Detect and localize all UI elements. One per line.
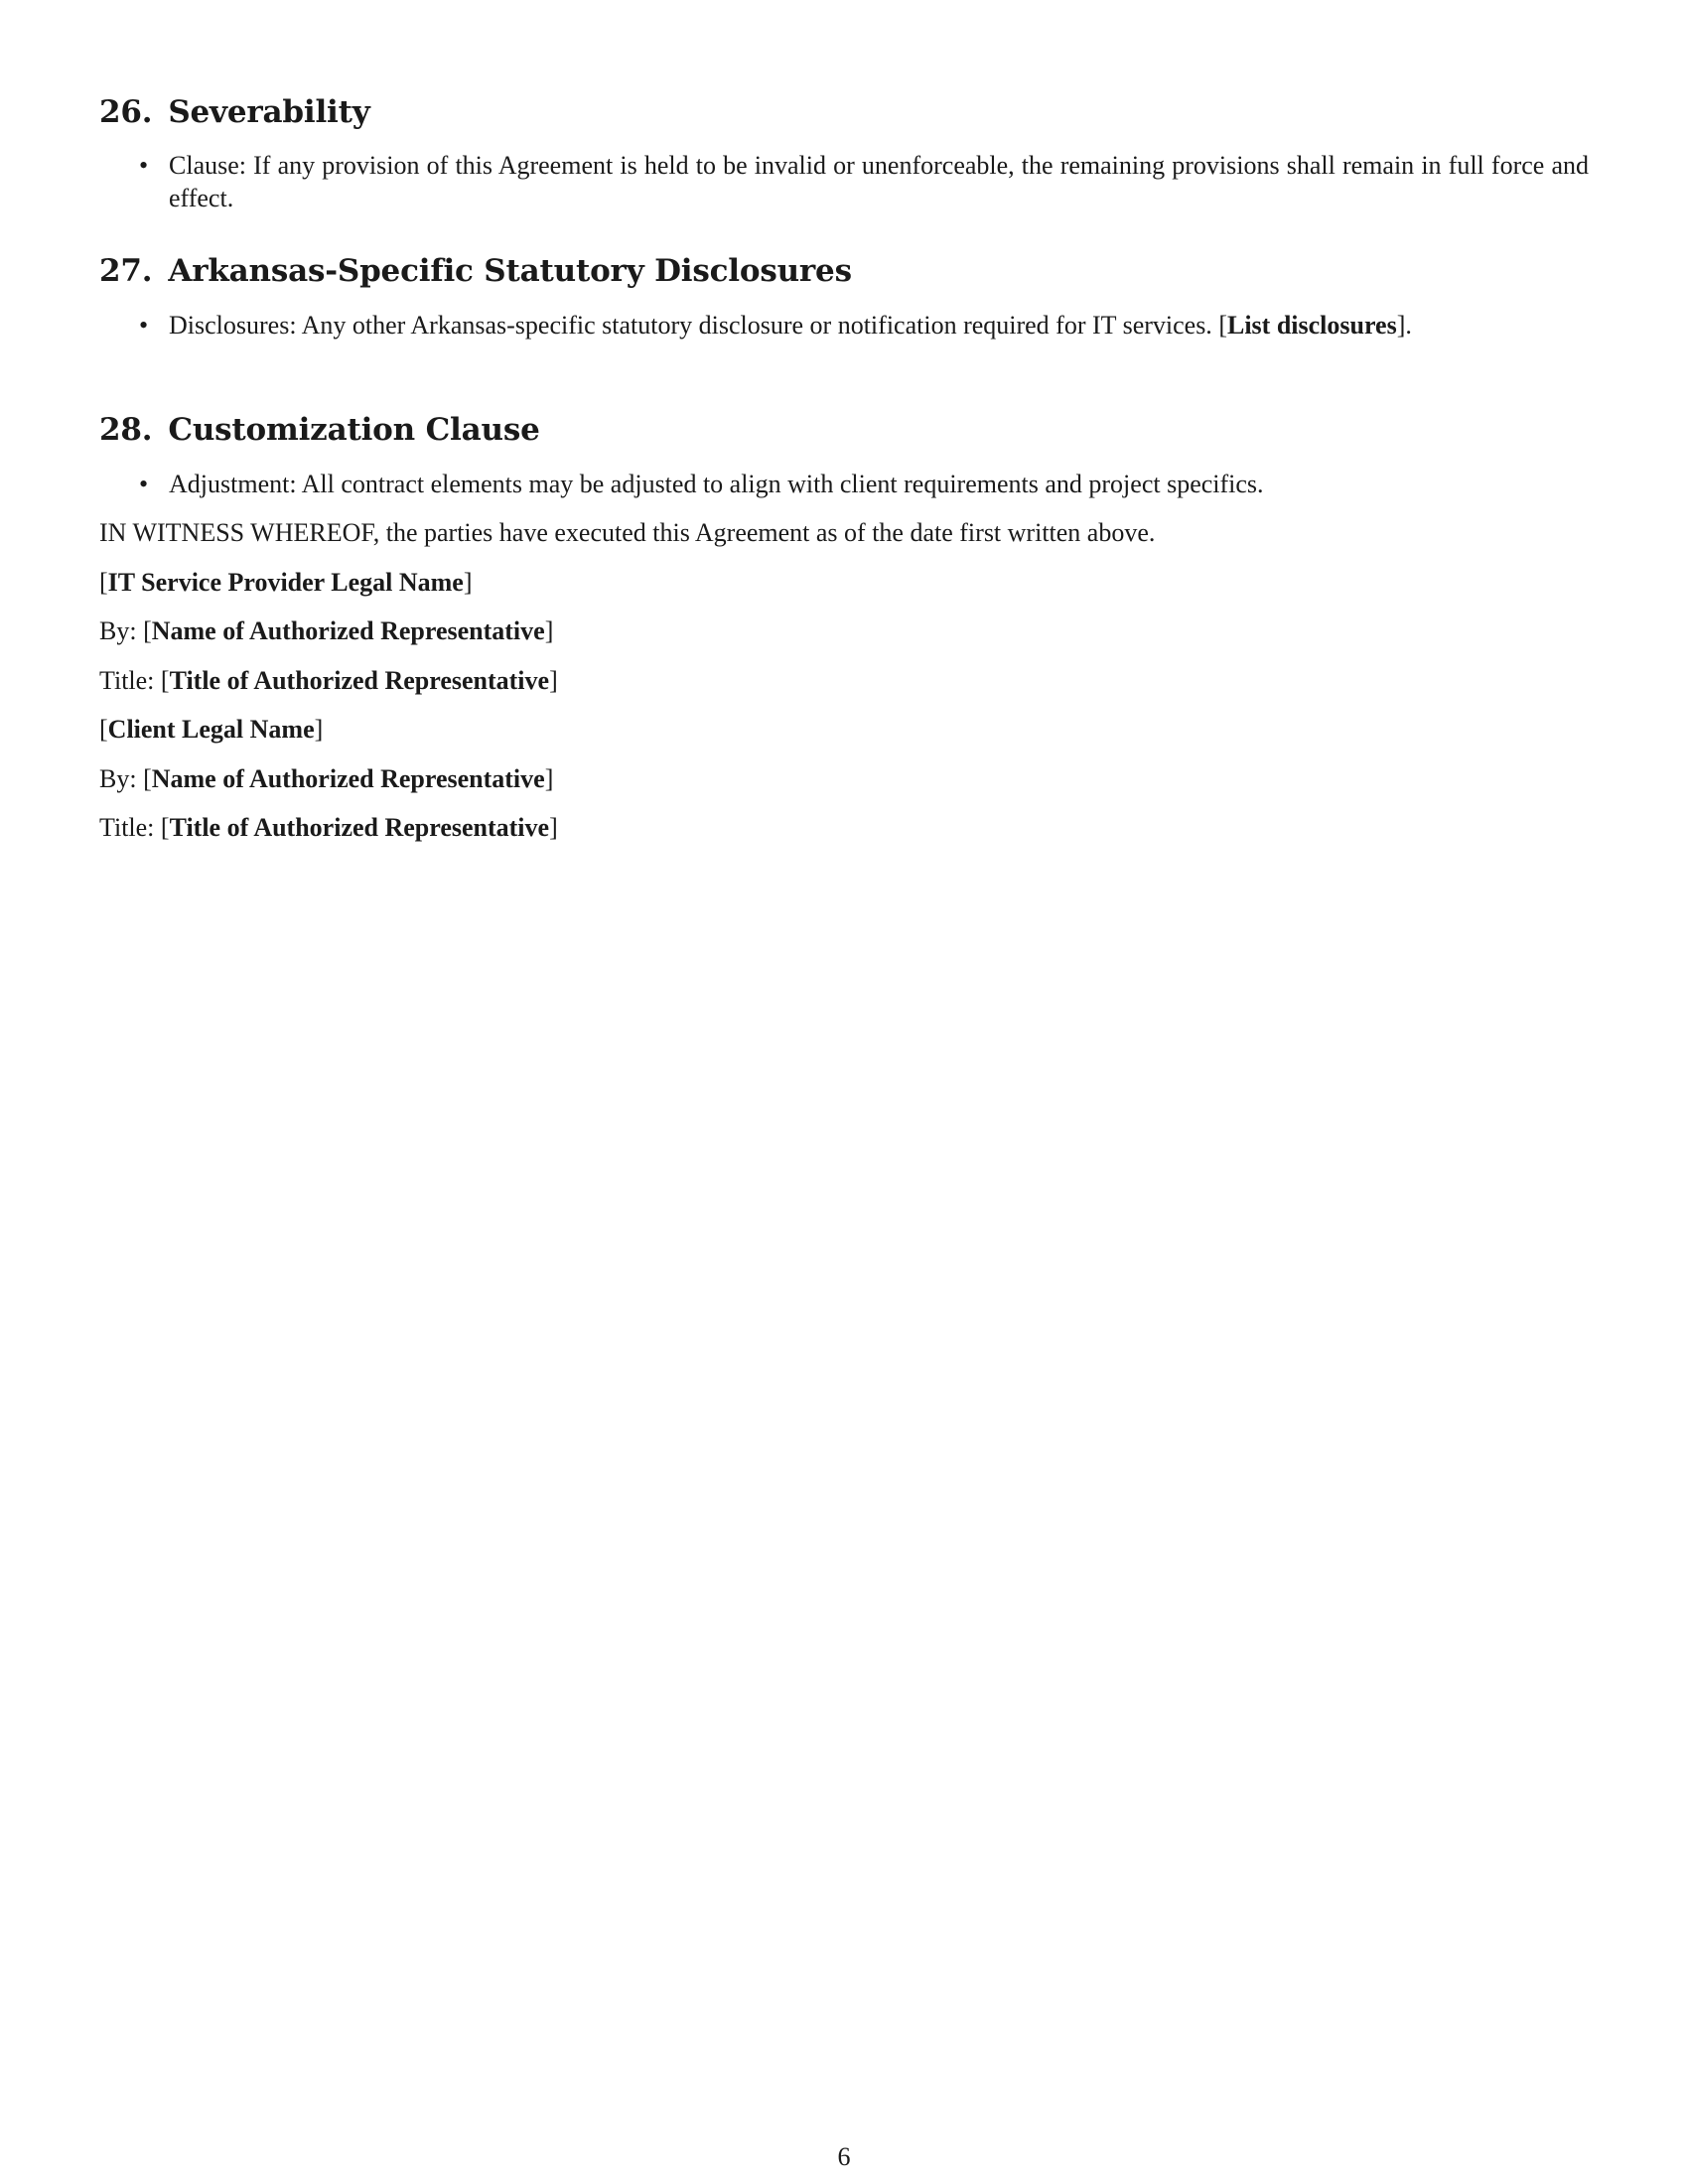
bullet-label: Adjustment:	[169, 470, 297, 498]
client-legal-name: [Client Legal Name]	[99, 715, 324, 744]
bullet-label: Disclosures:	[169, 311, 297, 340]
list-item	[99, 468, 1589, 500]
provider-title-line: Title: [Title of Authorized Representative]	[99, 666, 558, 695]
section-number: 28.	[99, 412, 153, 448]
section-number: 26.	[99, 94, 153, 130]
section-heading-28	[99, 412, 540, 448]
bullet-text	[169, 468, 1589, 500]
bullet-text	[169, 149, 1589, 214]
section-heading-27	[99, 253, 852, 289]
section-title: Customization Clause	[168, 412, 540, 448]
provider-by-line: By: [Name of Authorized Representative]	[99, 616, 554, 645]
client-title-line: Title: [Title of Authorized Representative]	[99, 813, 558, 842]
section-title: Arkansas-Specific Statutory Disclosures	[168, 253, 852, 289]
client-by-line: By: [Name of Authorized Representative]	[99, 764, 554, 793]
list-item	[99, 149, 1589, 214]
section-title: Severability	[168, 94, 370, 130]
page-number: 6	[837, 2142, 851, 2171]
bullet-text: Disclosures: Any other Arkansas-specific statutory disclosure or notification required for IT services. [List disclosures].	[169, 311, 1412, 340]
section-heading-26	[99, 94, 370, 130]
bullet-end: ].	[1396, 311, 1412, 340]
list-item	[99, 309, 1589, 341]
bullet-body: All contract elements may be adjusted to align with client requirements and project specifics.	[301, 470, 1264, 498]
bullet-body: Any other Arkansas-specific statutory disclosure or notification required for IT services.	[301, 311, 1212, 340]
bullet-icon: •	[139, 151, 149, 180]
bullet-body: If any provision of this Agreement is held to be invalid or unenforceable, the remaining provisions shall remain in full force and effect.	[169, 151, 1589, 212]
bullet-label: Clause:	[169, 151, 246, 180]
placeholder-text: List disclosures	[1226, 311, 1397, 340]
provider-legal-name: [IT Service Provider Legal Name]	[99, 568, 473, 597]
bullet-icon: •	[139, 311, 149, 340]
section-number: 27.	[99, 253, 153, 289]
bullet-icon: •	[139, 470, 149, 498]
witness-clause: IN WITNESS WHEREOF, the parties have executed this Agreement as of the date first written above.	[99, 518, 1156, 547]
